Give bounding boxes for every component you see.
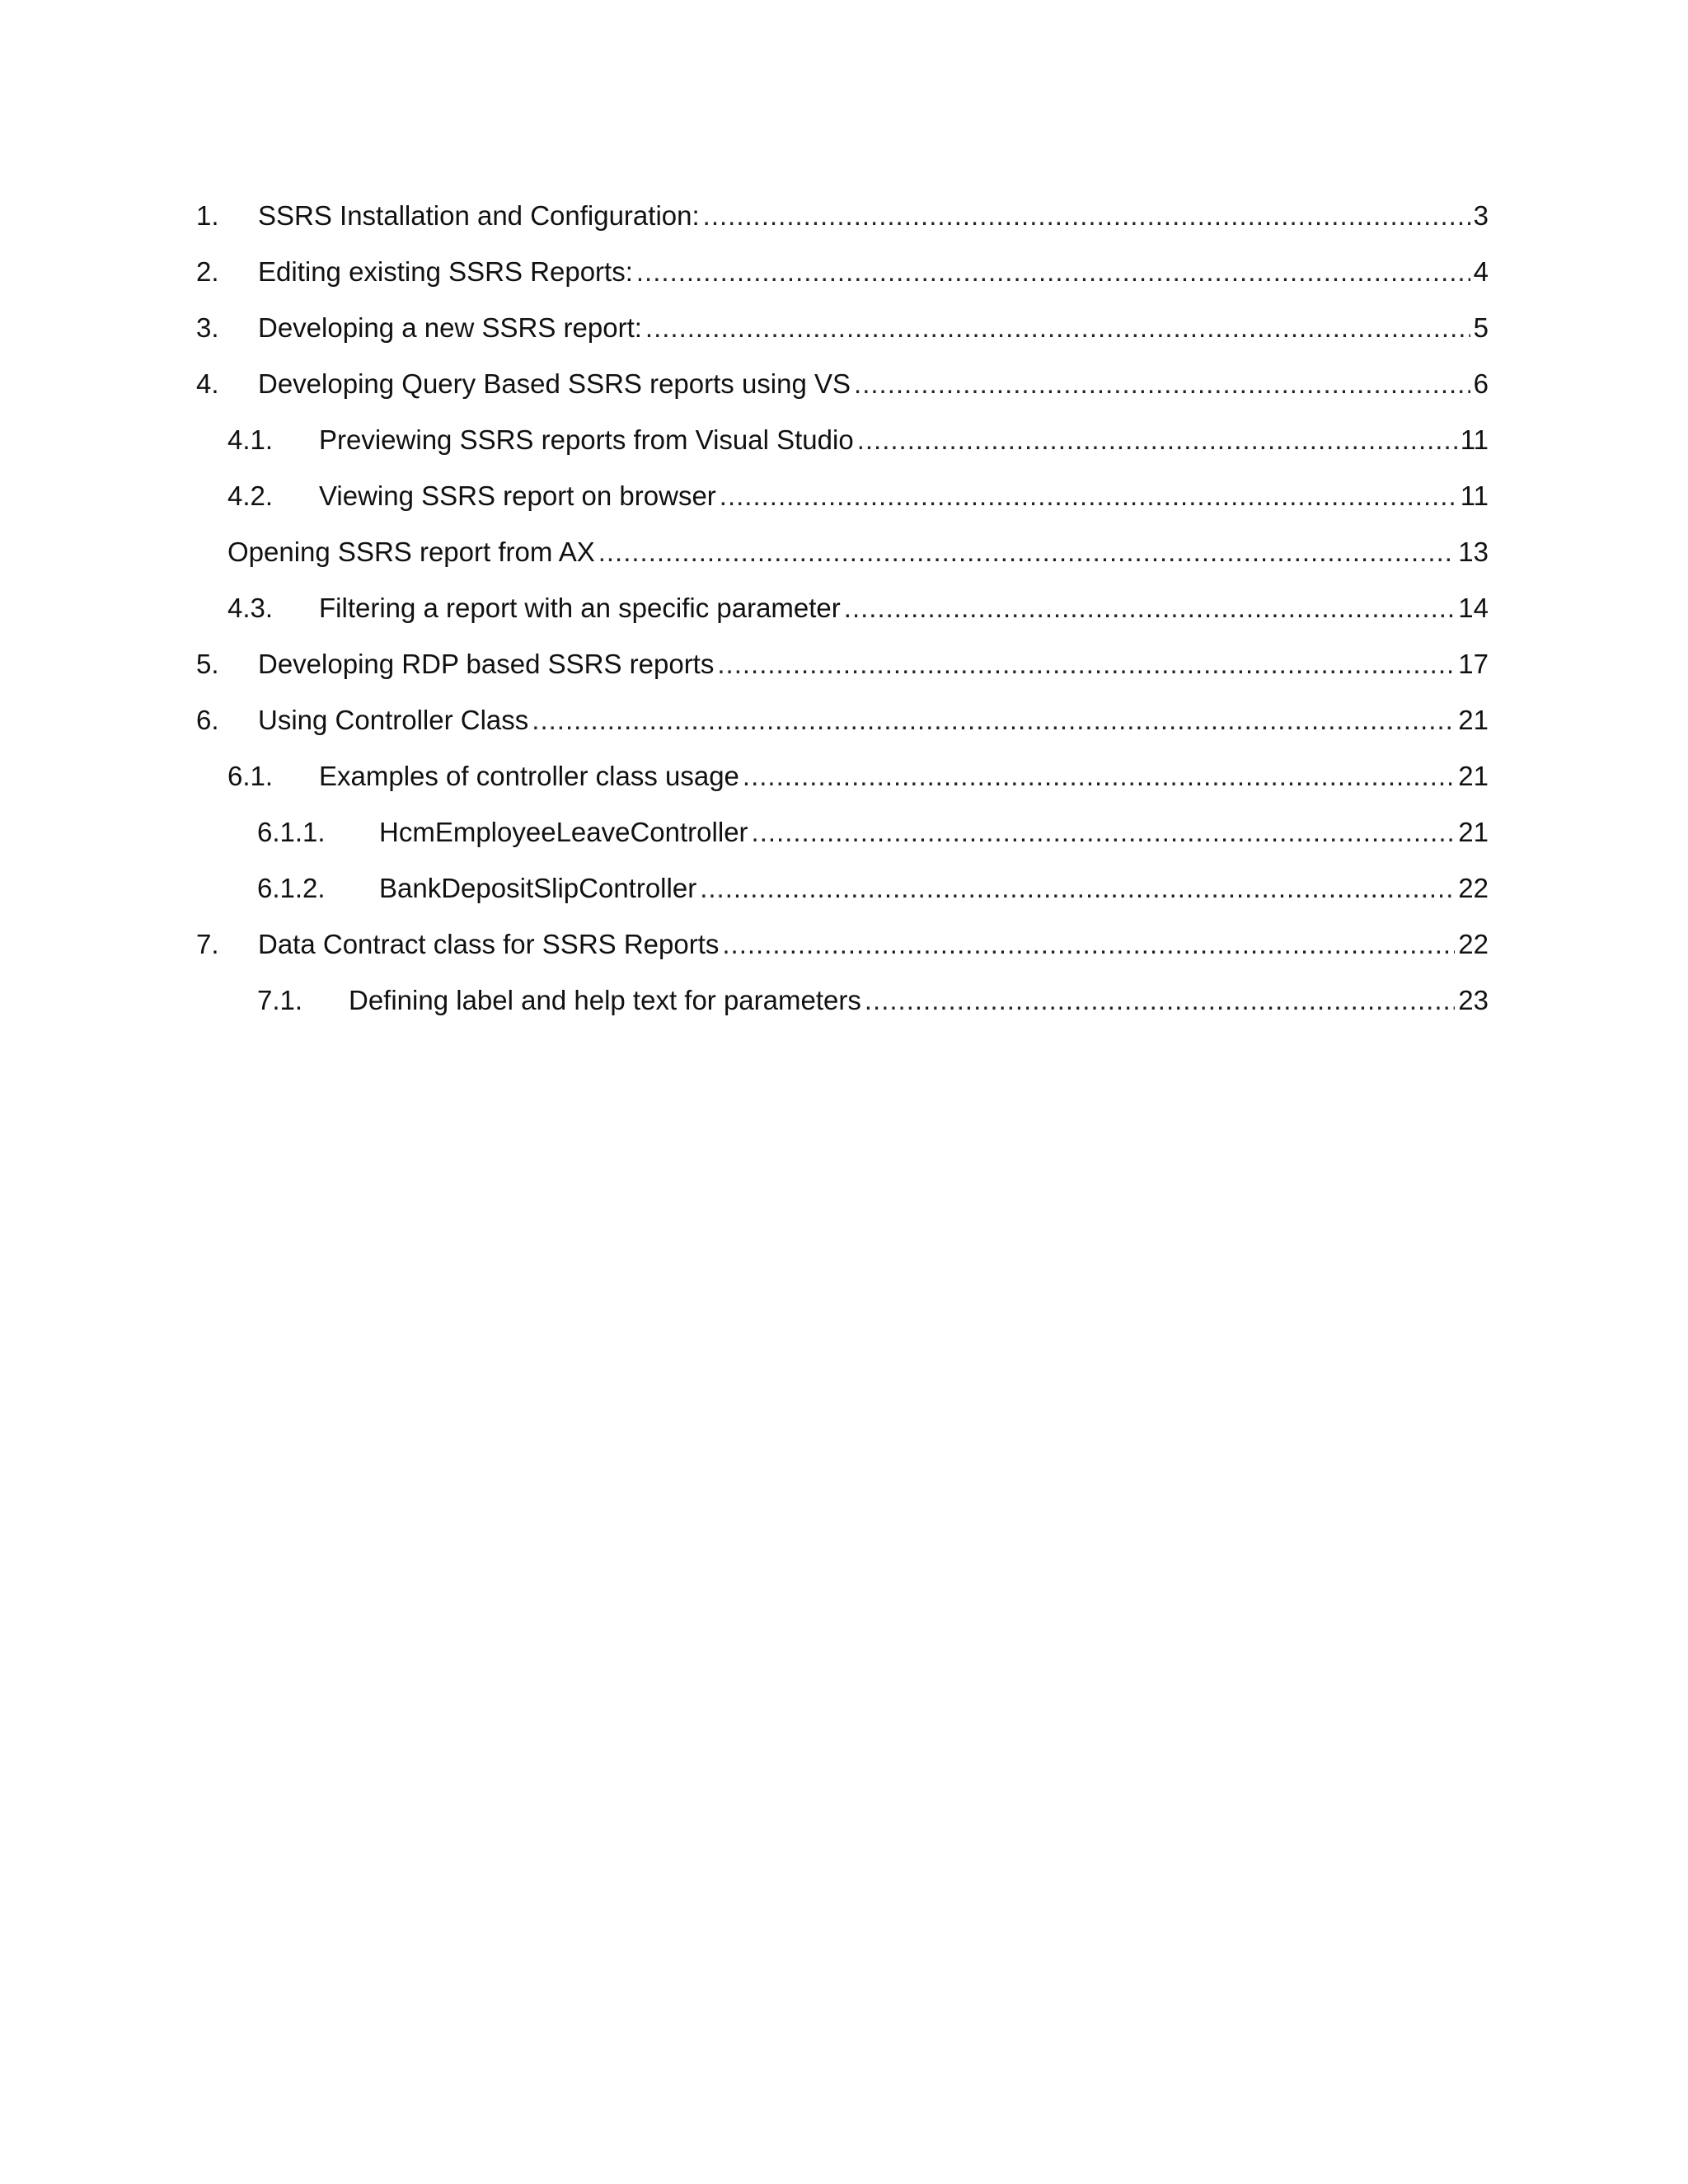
toc-entry-page: 3 (1473, 200, 1489, 231)
toc-dot-leader (743, 748, 1455, 804)
toc-entry-number: 6.1. (227, 761, 274, 791)
toc-dot-leader (857, 412, 1457, 468)
toc-dot-leader (865, 972, 1455, 1029)
toc-entry[interactable] (196, 356, 1489, 412)
toc-entry-number: 4. (196, 368, 219, 399)
toc-entry[interactable] (196, 692, 1489, 748)
toc-entry-page: 21 (1458, 761, 1489, 791)
toc-entry-page: 22 (1458, 873, 1489, 903)
toc-entry-number: 7. (196, 929, 219, 959)
toc-entry-title: HcmEmployeeLeaveController (379, 817, 748, 847)
toc-entry-page: 4 (1473, 256, 1489, 287)
toc-entry-page: 14 (1458, 593, 1489, 623)
toc-entry[interactable] (196, 916, 1489, 972)
toc-entry-number: 4.1. (227, 424, 274, 455)
toc-entry-title: Filtering a report with an specific parameter (319, 593, 841, 623)
toc-entry-page: 22 (1458, 929, 1489, 959)
toc-dot-leader (720, 468, 1457, 524)
toc-entry-page: 23 (1458, 985, 1489, 1015)
toc-entry-page: 17 (1458, 649, 1489, 679)
toc-entry-page: 6 (1473, 368, 1489, 399)
toc-entry-title: Data Contract class for SSRS Reports (258, 929, 720, 959)
toc-entry[interactable] (196, 804, 1489, 860)
toc-entry-number: 3. (196, 312, 219, 343)
toc-entry-page: 21 (1458, 705, 1489, 735)
toc-entry-title: Developing RDP based SSRS reports (258, 649, 715, 679)
toc-entry-title: Defining label and help text for parameters (349, 985, 861, 1015)
toc-entry-number: 6.1.1. (257, 817, 326, 847)
toc-entry-title: Using Controller Class (258, 705, 529, 735)
toc-entry[interactable] (196, 580, 1489, 636)
toc-entry-number: 7.1. (257, 985, 303, 1015)
toc-dot-leader (717, 636, 1455, 692)
toc-dot-leader (854, 356, 1470, 412)
toc-entry-number: 2. (196, 256, 219, 287)
toc-dot-leader (700, 860, 1455, 916)
toc-entry[interactable] (196, 636, 1489, 692)
toc-dot-leader (532, 692, 1455, 748)
toc-entry-title: Opening SSRS report from AX (227, 537, 595, 567)
toc-entry-number: 6. (196, 705, 219, 735)
toc-entry[interactable] (196, 244, 1489, 300)
toc-entry[interactable] (196, 748, 1489, 804)
toc-dot-leader (645, 300, 1470, 356)
toc-entry-page: 5 (1473, 312, 1489, 343)
toc-entry-title: Examples of controller class usage (319, 761, 739, 791)
toc-entry-number: 4.2. (227, 480, 274, 511)
toc-entry[interactable] (196, 972, 1489, 1029)
toc-entry-title: Previewing SSRS reports from Visual Studio (319, 424, 854, 455)
toc-entry-title: Developing a new SSRS report: (258, 312, 642, 343)
toc-dot-leader (703, 188, 1470, 244)
toc-entry-title: SSRS Installation and Configuration: (258, 200, 700, 231)
toc-entry-page: 11 (1460, 480, 1489, 511)
toc-entry[interactable] (196, 300, 1489, 356)
toc-entry-number: 6.1.2. (257, 873, 326, 903)
toc-entry-title: Developing Query Based SSRS reports using VS (258, 368, 851, 399)
toc-entry[interactable] (196, 524, 1489, 580)
toc-entry-title: Editing existing SSRS Reports: (258, 256, 633, 287)
toc-entry-number: 1. (196, 200, 219, 231)
toc-entry-title: BankDepositSlipController (379, 873, 697, 903)
toc-entry-page: 21 (1458, 817, 1489, 847)
table-of-contents (196, 188, 1489, 1029)
toc-entry[interactable] (196, 412, 1489, 468)
toc-dot-leader (752, 804, 1456, 860)
toc-dot-leader (844, 580, 1456, 636)
toc-entry-number: 5. (196, 649, 219, 679)
toc-entry-page: 11 (1460, 424, 1489, 455)
toc-dot-leader (598, 524, 1456, 580)
toc-entry[interactable] (196, 188, 1489, 244)
toc-entry[interactable] (196, 860, 1489, 916)
toc-entry-page: 13 (1458, 537, 1489, 567)
toc-dot-leader (722, 916, 1455, 972)
toc-dot-leader (636, 244, 1470, 300)
toc-entry-number: 4.3. (227, 593, 274, 623)
toc-entry[interactable] (196, 468, 1489, 524)
toc-entry-title: Viewing SSRS report on browser (319, 480, 716, 511)
